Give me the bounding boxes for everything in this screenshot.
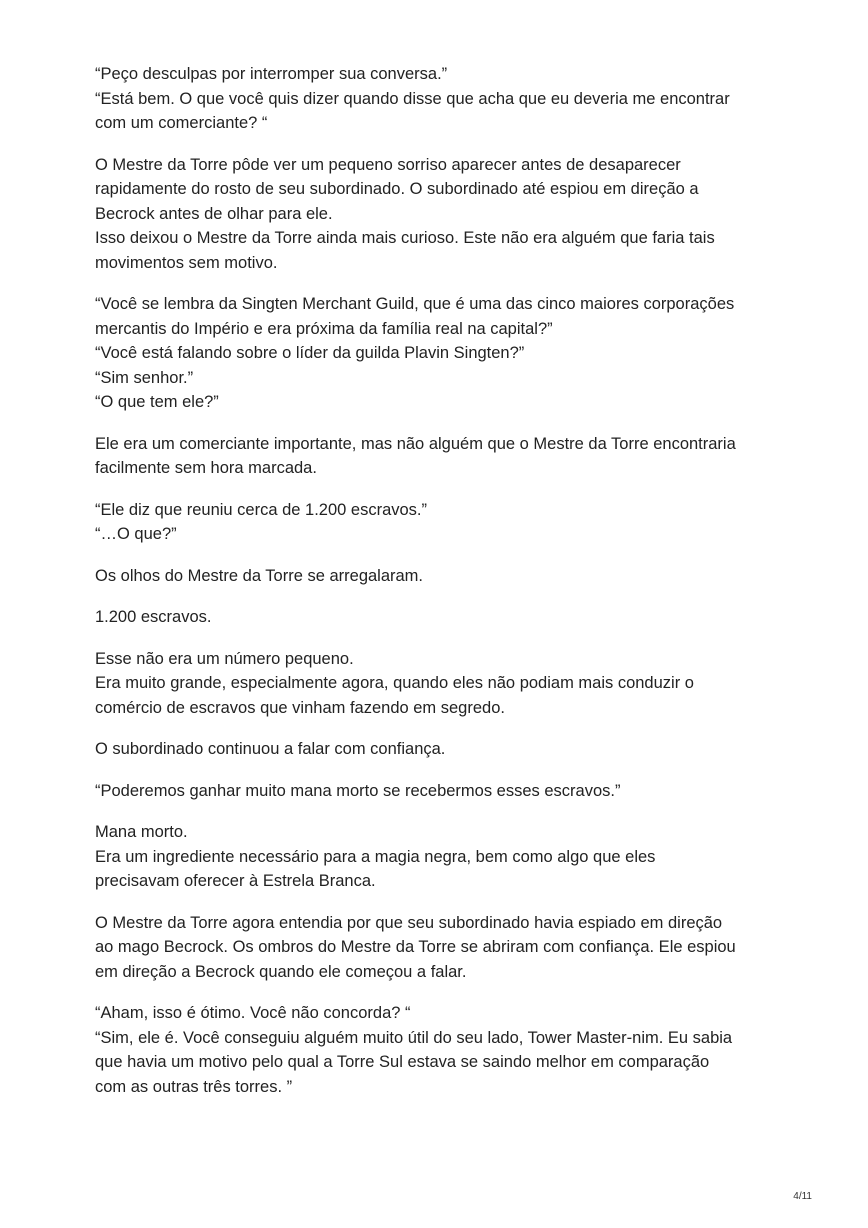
paragraph — [95, 647, 785, 721]
document-body — [95, 62, 785, 1116]
paragraph — [95, 605, 785, 630]
text-line: facilmente sem hora marcada. — [95, 459, 317, 477]
paragraph — [95, 779, 785, 804]
text-line: Os olhos do Mestre da Torre se arregalaram. — [95, 566, 424, 585]
text-line: com as outras três torres. ” — [95, 1077, 293, 1096]
text-line: “O que tem ele?” — [95, 393, 219, 411]
text-line: com um comerciante? “ — [95, 114, 268, 132]
text-line: Era muito grande, especialmente agora, quando eles não podiam mais conduzir o — [95, 674, 694, 692]
text-line: Isso deixou o Mestre da Torre ainda mais curioso. Este não era alguém que faria tais — [95, 229, 715, 247]
text-line: rapidamente do rosto de seu subordinado. O subordinado até espiou em direção a — [95, 180, 699, 198]
text-line: Ele era um comerciante importante, mas não alguém que o Mestre da Torre encontraria — [95, 434, 736, 453]
paragraph — [95, 820, 785, 894]
paragraph — [95, 292, 785, 415]
text-line: “Aham, isso é ótimo. Você não concorda? “ — [95, 1004, 411, 1022]
text-line: “…O que?” — [95, 525, 177, 543]
paragraph — [95, 498, 785, 547]
text-line: “Poderemos ganhar muito mana morto se recebermos esses escravos.” — [95, 781, 621, 800]
text-line: Becrock antes de olhar para ele. — [95, 204, 333, 223]
text-line: em direção a Becrock quando ele começou a falar. — [95, 962, 467, 981]
page-number: 4/11 — [793, 1191, 812, 1202]
text-line: precisavam oferecer à Estrela Branca. — [95, 872, 376, 890]
paragraph — [95, 737, 785, 762]
text-line: Esse não era um número pequeno. — [95, 649, 354, 668]
text-line: O Mestre da Torre agora entendia por que seu subordinado havia espiado em direção — [95, 913, 723, 932]
text-line: “Você se lembra da Singten Merchant Guild, que é uma das cinco maiores corporações — [95, 295, 735, 313]
paragraph — [95, 564, 785, 589]
text-line: “Ele diz que reuniu cerca de 1.200 escravos.” — [95, 500, 428, 519]
text-line: O subordinado continuou a falar com confiança. — [95, 740, 446, 758]
text-line: O Mestre da Torre pôde ver um pequeno sorriso aparecer antes de desaparecer — [95, 155, 681, 174]
text-line: mercantis do Império e era próxima da família real na capital?” — [95, 319, 553, 338]
text-line: “Sim, ele é. Você conseguiu alguém muito útil do seu lado, Tower Master-nim. Eu sabia — [95, 1028, 733, 1047]
paragraph — [95, 62, 785, 136]
text-line: comércio de escravos que vinham fazendo em segredo. — [95, 698, 505, 717]
text-line: ao mago Becrock. Os ombros do Mestre da Torre se abriram com confiança. Ele espiou — [95, 938, 736, 956]
paragraph — [95, 1001, 785, 1099]
text-line: 1.200 escravos. — [95, 608, 212, 626]
paragraph — [95, 911, 785, 985]
paragraph — [95, 153, 785, 276]
paragraph — [95, 432, 785, 481]
text-line: Era um ingrediente necessário para a magia negra, bem como algo que eles — [95, 847, 656, 866]
text-line: movimentos sem motivo. — [95, 253, 278, 272]
text-line: que havia um motivo pelo qual a Torre Sul estava se saindo melhor em comparação — [95, 1053, 710, 1071]
text-line: “Sim senhor.” — [95, 368, 194, 387]
text-line: “Peço desculpas por interromper sua conversa.” — [95, 65, 448, 83]
text-line: Mana morto. — [95, 823, 188, 841]
text-line: “Você está falando sobre o líder da guilda Plavin Singten?” — [95, 344, 525, 362]
text-line: “Está bem. O que você quis dizer quando disse que acha que eu deveria me encontrar — [95, 89, 730, 108]
